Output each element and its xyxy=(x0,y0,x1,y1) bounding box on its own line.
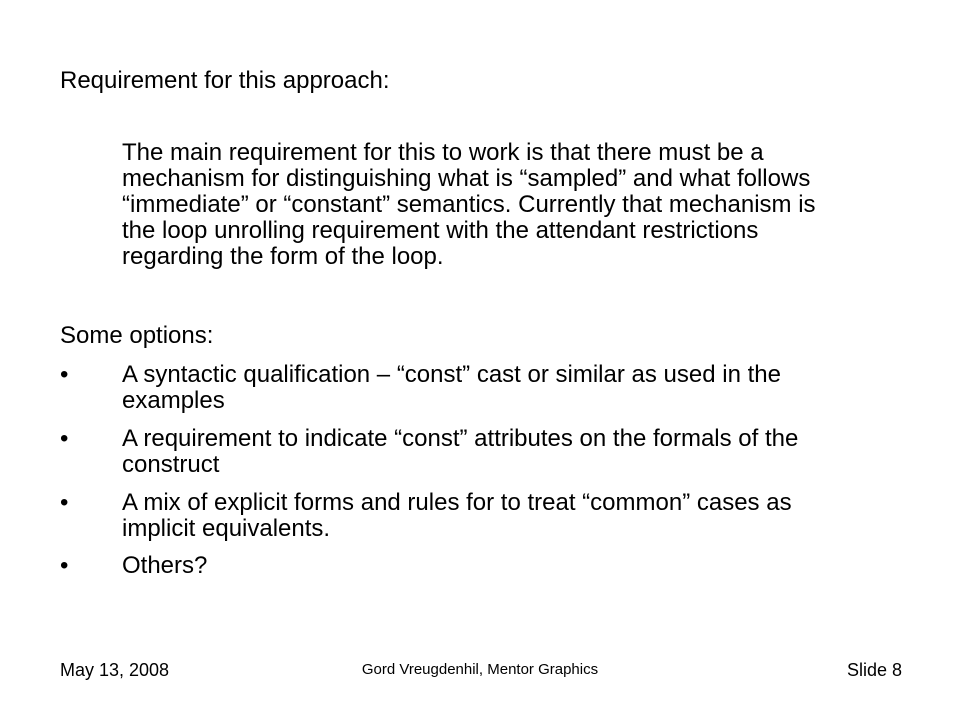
paragraph-line: “immediate” or “constant” semantics. Currently that mechanism is xyxy=(122,191,816,218)
bullet-text xyxy=(122,553,207,579)
bullet-icon: • xyxy=(60,552,69,579)
bullet-line: Others? xyxy=(122,552,208,579)
footer-author: Gord Vreugdenhil, Mentor Graphics xyxy=(361,661,599,678)
bullet-text xyxy=(122,490,792,542)
paragraph-line: mechanism for distinguishing what is “sampled” and what follows xyxy=(122,165,811,192)
paragraph-line: the loop unrolling requirement with the attendant restrictions xyxy=(122,217,759,244)
bullet-text xyxy=(122,362,781,414)
section-heading-requirement: Requirement for this approach: xyxy=(60,67,390,94)
bullet-line: examples xyxy=(122,387,225,414)
bullet-line: implicit equivalents. xyxy=(122,515,331,542)
footer-slide-number: Slide 8 xyxy=(846,660,902,680)
bullet-text xyxy=(122,426,798,478)
bullet-icon: • xyxy=(60,489,69,516)
bullet-icon: • xyxy=(60,361,69,388)
paragraph-line: regarding the form of the loop. xyxy=(122,243,444,270)
footer-date: May 13, 2008 xyxy=(60,660,170,680)
section-heading-options: Some options: xyxy=(60,322,214,349)
bullet-icon: • xyxy=(60,425,69,452)
bullet-line: A syntactic qualification – “const” cast or similar as used in the xyxy=(122,361,781,388)
bullet-line: A requirement to indicate “const” attributes on the formals of the xyxy=(122,425,799,452)
bullet-line: A mix of explicit forms and rules for to treat “common” cases as xyxy=(122,489,792,516)
bullet-line: construct xyxy=(122,451,220,478)
requirement-paragraph xyxy=(122,140,922,270)
paragraph-line: The main requirement for this to work is that there must be a xyxy=(122,139,764,166)
